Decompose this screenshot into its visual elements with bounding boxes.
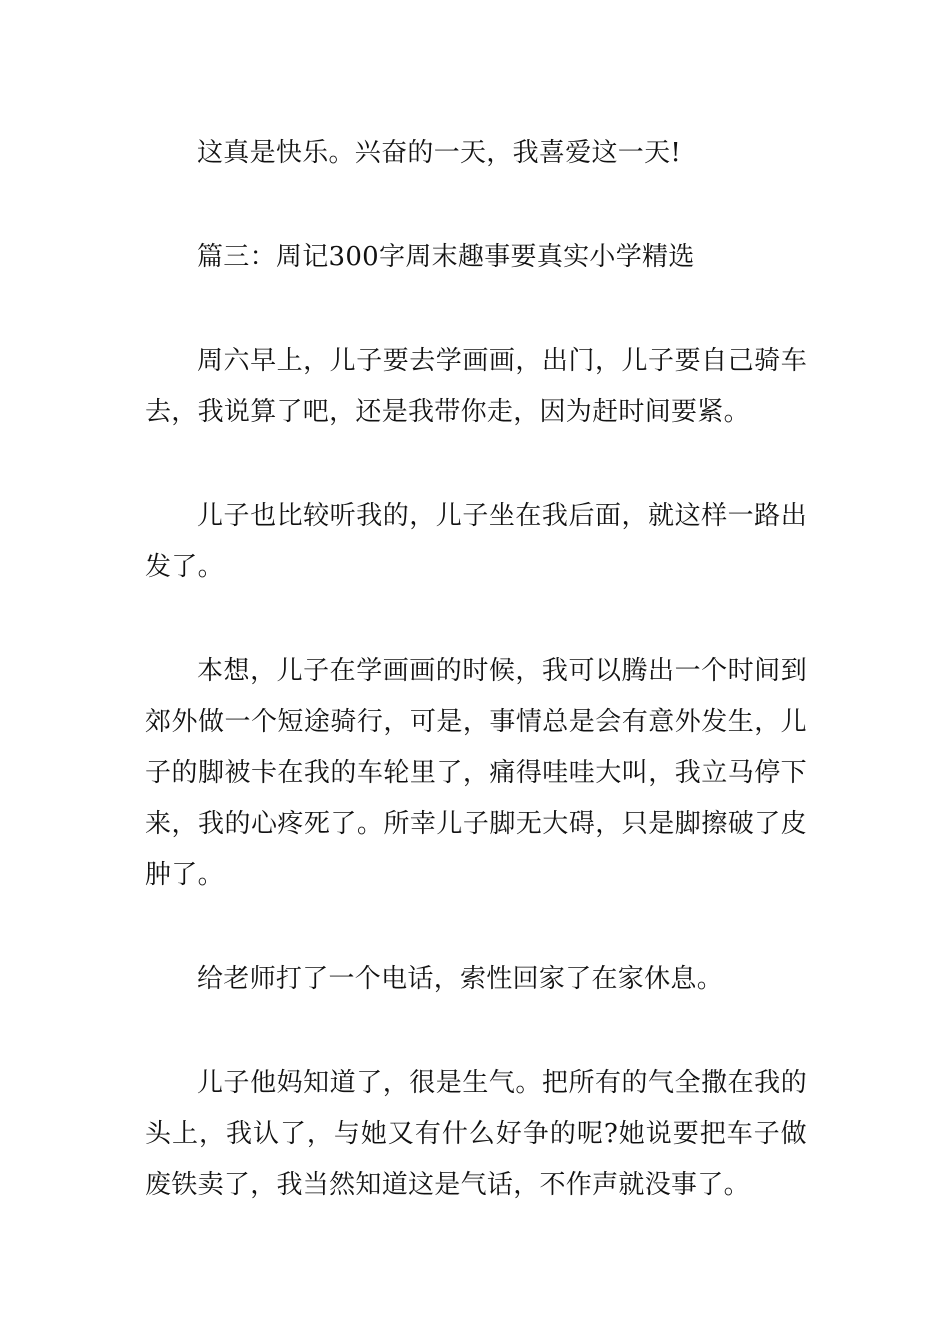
paragraph-gap bbox=[145, 901, 807, 954]
section-heading: 篇三：周记300字周末趣事要真实小学精选 bbox=[197, 242, 695, 272]
paragraph-call-teacher: 给老师打了一个电话，索性回家了在家休息。 bbox=[197, 964, 724, 994]
paragraph-gap bbox=[145, 179, 807, 232]
paragraph-gap bbox=[145, 593, 807, 646]
paragraph-closing: 这真是快乐。兴奋的一天，我喜爱这一天! bbox=[197, 138, 682, 168]
document-page bbox=[145, 128, 807, 1211]
paragraph-accident: 本想，儿子在学画画的时候，我可以腾出一个时间到郊外做一个短途骑行，可是，事情总是会有意外发生，儿子的脚被卡在我的车轮里了，痛得哇哇大叫，我立马停下来，我的心疼死了。所幸儿子脚无大碍，只是脚擦破了皮肿了。 bbox=[145, 656, 807, 890]
paragraph-mother: 儿子他妈知道了，很是生气。把所有的气全撒在我的头上，我认了，与她又有什么好争的呢?她说要把车子做废铁卖了，我当然知道这是气话，不作声就没事了。 bbox=[145, 1068, 807, 1200]
paragraph-gap bbox=[145, 283, 807, 336]
paragraph-set-off: 儿子也比较听我的，儿子坐在我后面，就这样一路出发了。 bbox=[145, 501, 807, 582]
paragraph-gap bbox=[145, 1005, 807, 1058]
paragraph-gap bbox=[145, 438, 807, 491]
paragraph-saturday: 周六早上，儿子要去学画画，出门，儿子要自己骑车去，我说算了吧，还是我带你走，因为赶时间要紧。 bbox=[145, 346, 807, 427]
